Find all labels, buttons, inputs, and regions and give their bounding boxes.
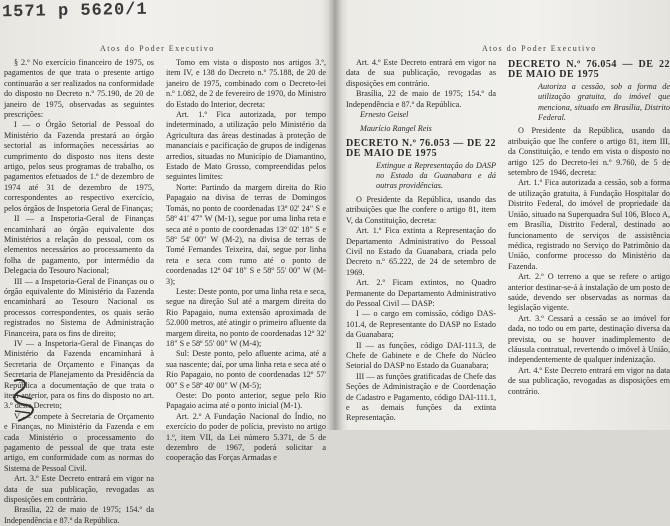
decree-ementa: Autoriza a cessão, sob a forma de utilização gratuita, do imóvel que menciona, situado em Brasília, Distrito Federal. bbox=[538, 81, 670, 123]
paragraph: Tomo em vista o disposto nos artigos 3.º, item IV, e 138 do Decreto n.º 75.188, de 20 de janeiro de 1975, combinado com o Decreto-lei n.º 1.082, de 2 de fevereiro de 1970, do Ministro do Estado do Interior, decreta: bbox=[166, 58, 326, 109]
left-running-head: Atos do Poder Executivo bbox=[100, 44, 215, 53]
paragraph: O Presidente da República, usando das atribuições que lhe confere o artigo 81, item V, da Constituição, decreta: bbox=[346, 194, 496, 225]
signature-minister: Maurício Rangel Reis bbox=[360, 124, 432, 134]
paragraph: IV — a Inspetoria-Geral de Finanças do Ministério da Fazenda encaminhará à Secretaria de Orçamento e Finanças da Secretaria de Planejamento da Presidência da República a documentação de que trata o item anterior, para os fins do disposto no art. 3.º deste Decreto; bbox=[4, 338, 154, 411]
right-column-2 bbox=[508, 58, 670, 397]
decree-title: DECRETO N.º 76.054 — DE 22 DE MAIO DE 1975 bbox=[508, 59, 670, 81]
paragraph: Brasília, 22 de maio de 1975; 154.º da Independência e 87.º da República. bbox=[346, 89, 496, 109]
paragraph: III — a Inspetoria-Geral de Finanças ou o órgão equivalente do Ministério da Fazenda encaminhará ao Tesouro Nacional os processos correspondentes, os quais serão registrados no Sistema de Administração Financeira, para os fins de direito; bbox=[4, 276, 154, 338]
paragraph: Leste: Deste ponto, por uma linha reta e seca, segue na direção Sul até a margem direita do Rio Papagaio, numa extensão aproximada de 52.000 metros, até atingir o primeiro afluente da margem direita, no ponto de coordenadas 12º 32' 18" S e 58º 55' 00" W (M-4); bbox=[166, 286, 326, 348]
handwritten-mark-icon bbox=[10, 375, 38, 425]
left-column-1 bbox=[4, 58, 154, 526]
paragraph: Art. 2.º Ficam extintos, no Quadro Permanente do Departamento Administrativo do Pessoal Civil — DASP: bbox=[346, 278, 496, 308]
paragraph: Oeste: Do ponto anterior, segue pelo Rio Papagaio acima até o ponto inicial (M-1). bbox=[166, 391, 326, 411]
paragraph: Art. 4.º Este Decreto entrará em vigor na data de sua publicação, revogadas as disposições em contrário. bbox=[346, 58, 496, 88]
right-column-1 bbox=[346, 58, 496, 424]
paragraph: Art. 2.º A Fundação Nacional do Índio, no exercício do poder de polícia, previsto no artigo 1.º, item VII, da Lei número 5.371, de 5 de dezembro de 1967, poderá solicitar a cooperação das Forças Armadas e bbox=[166, 411, 326, 463]
paragraph: Art. 1.º Fica autorizada a cessão, sob a forma de utilização gratuita, à Fundação Hospitalar do Distrito Federal, do imóvel de propriedade da União, situado na Superquadra Sul 106, Bloco A, em Brasília, Distrito Federal, destinado ao funcionamento de serviços de assistência médica, registrado no Serviço do Patrimônio da União, conforme processo do Ministério da Fazenda. bbox=[508, 178, 670, 271]
paragraph: II — a Inspetoria-Geral de Finanças encaminhará ao órgão equivalente dos Ministérios a relação do pessoal, com os elementos necessários ao processamento da folha de pagamento, por intermédio da Delegacia do Tesouro Nacional; bbox=[4, 214, 154, 276]
paragraph: O Presidente da República, usando da atribuição que lhe confere o artigo 81, item III, da Constituição, e tendo em vista o disposto no artigo 125 do Decreto-lei n.º 9.760, de 5 de setembro de 1946, decreta: bbox=[508, 126, 670, 178]
paragraph: I — o Órgão Setorial de Pessoal do Ministério da Fazenda prestará ao órgão sectorial as informações necessárias ao cumprimento do disposto nos itens deste artigo, pelos seus programas de trabalho, os pagamentos efetuados de 1.º de dezembro de 1974 até 31 de dezembro de 1975, correspondentes ao respectivo exercício, pelos órgãos de Inspetoria Geral de Finanças; bbox=[4, 120, 154, 213]
paragraph: I — o cargo em comissão, código DAS-101.4, de Representante do DASP no Estado da Guanabara; bbox=[346, 309, 496, 340]
paragraph: Art. 3.º Este Decreto entrará em vigor na data de sua publicação, revogadas as disposições em contrário. bbox=[4, 474, 154, 505]
signature-president: Ernesto Geisel bbox=[360, 110, 409, 120]
paragraph: Art. 1.º Fica extinta a Representação do Departamento Administrativo do Pessoal Civil no Estado da Guanabara, criada pelo Decreto n.º 65.222, de 24 de setembro de 1969. bbox=[346, 226, 496, 277]
decree-title: DECRETO N.º 76.053 — DE 22 DE MAIO DE 1975 bbox=[346, 137, 496, 160]
paragraph: Art. 4.º Este Decreto entrará em vigor na data de sua publicação, revogadas as disposições em contrário. bbox=[508, 365, 670, 396]
paragraph: Brasília, 22 de maio de 1975; 154.º da Independência e 87.º da República. bbox=[4, 505, 154, 525]
paragraph: Art. 3.º Cessará a cessão se ao imóvel for dada, no todo ou em parte, destinação diversa da prevista, ou se houver inadimplemento de cláusula contratual, revertendo o imóvel à União, independentemente de qualquer indenização. bbox=[508, 313, 670, 365]
left-page bbox=[0, 0, 330, 525]
right-page bbox=[342, 0, 670, 430]
left-column-2 bbox=[166, 58, 326, 464]
paragraph: V — compete à Secretaria de Orçamento e Finanças, no Ministério da Fazenda e em cada Ministério o processamento do pagamento de pessoal de que trata este artigo, em conformidade com as normas do Sistema de Pessoal Civil. bbox=[4, 411, 154, 473]
book-gutter bbox=[328, 0, 342, 430]
decree-ementa: Extingue a Representação do DASP no Estado da Guanabara e dá outras providências. bbox=[376, 160, 496, 191]
paragraph: § 2.º No exercício financeiro de 1975, os pagamentos de que trata o presente artigo continuarão a ser realizados na conformidade do disposto no Decreto n.º 75.190, de 20 de janeiro de 1975, observadas as seguintes prescrições: bbox=[4, 58, 154, 120]
paragraph: Norte: Partindo da margem direita do Rio Papagaio na divisa de terras de Domingos Tomás, no ponto de coordenadas 13º 02' 24" S e 58º 41' 47" W (M-1), segue por uma linha reta e seca até o ponto de coordenadas 13º 02' 18" S e 58º 54' 00" W (M-2), na divisa de terras de Tomé Fernandes Teixeira, daí, segue por linha reta e seca com rumo até o ponto de coordenadas 12º 04' 18" S e 58º 55' 00" W (M-3); bbox=[166, 182, 326, 286]
archive-stamp: 1571 p 5620/1 bbox=[1, 0, 148, 23]
paragraph: Sul: Deste ponto, pelo afluente acima, até a sua nascente; daí, por uma linha reta e seca até o Rio Papagaio, no ponto de coordenadas 12º 57' 00" S e 58º 40' 00" W (M-5); bbox=[166, 349, 326, 390]
paragraph: III — as funções gratificadas de Chefe das Seções de Administração e de Coordenação de Cadastro e Pagamento, código DAI-111.1, e as demais funções da extinta Representação. bbox=[346, 371, 496, 423]
paragraph: II — as funções, código DAI-111.3, de Chefe de Gabinete e de Chefe do Núcleo Setorial do DASP no Estado da Guanabara; bbox=[346, 340, 496, 371]
paragraph: Art. 2.º O terreno a que se refere o artigo anterior destinar-se-á à instalação de um posto de saúde, devendo ser observadas as normas da legislação vigente. bbox=[508, 272, 670, 313]
paragraph: Art. 1.º Fica autorizada, por tempo indeterminado, a utilização pelo Ministério da Agricultura das áreas destinadas à proteção de mananciais e pacificação de grupos de indígenas arredios, situadas no Município de Diamantino, Estado de Mato Grosso, compreendidas pelos seguintes limites: bbox=[166, 110, 326, 182]
right-running-head: Atos do Poder Executivo bbox=[482, 44, 597, 53]
